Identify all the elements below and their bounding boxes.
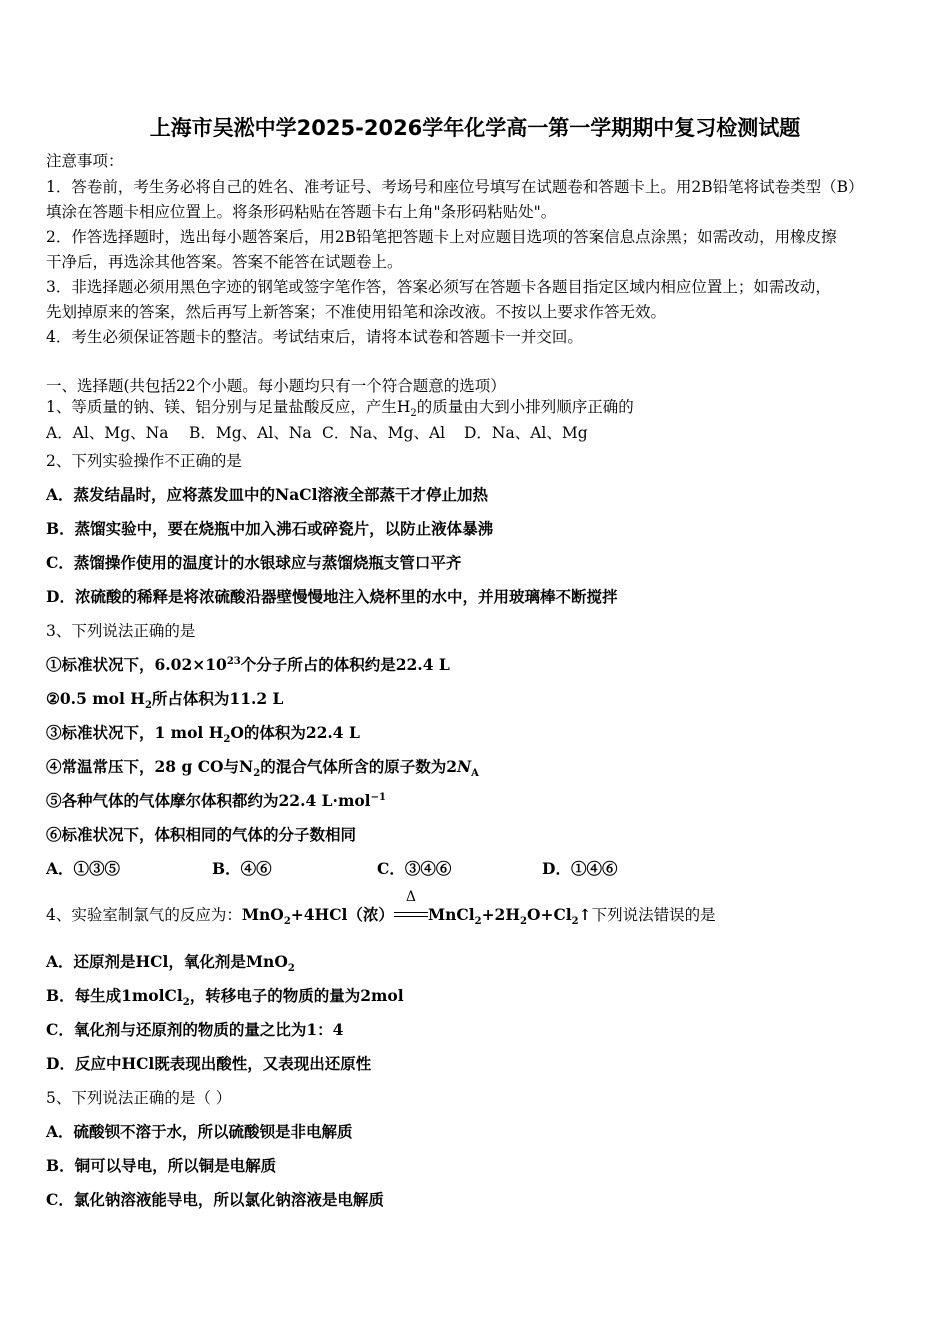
statement-4: ④常温常压下，28 g CO与$N_2$的混合气体所含的原子数为$2N_A$ bbox=[46, 757, 479, 780]
option-c: C．氯化钠溶液能导电，所以氯化钠溶液是电解质 bbox=[46, 1190, 384, 1209]
option-b: B．每生成1molCl$_2$，转移电子的物质的量为2mol bbox=[46, 986, 404, 1009]
notice-line: 先划掉原来的答案，然后再写上新答案；不准使用铅笔和涂改液。不按以上要求作答无效。 bbox=[46, 303, 667, 321]
question-1-options bbox=[46, 423, 588, 443]
option-b: B．Mg、Al、Na bbox=[189, 424, 312, 442]
option-d: D．反应中HCl既表现出酸性，又表现出还原性 bbox=[46, 1054, 372, 1073]
option-d: D．①④⑥ bbox=[542, 859, 618, 878]
statement-1: ①标准状况下，$6.02\times 10^{23}$个分子所占的体积约是22.4 L bbox=[46, 655, 450, 674]
question-4-stem: 4、实验室制氯气的反应为：MnO$_2$+4HCl（浓） Δ $MnCl_2+2H_2O+Cl_2↑$下列说法错误的是 bbox=[46, 889, 716, 928]
statement-6: ⑥标准状况下，体积相同的气体的分子数相同 bbox=[46, 825, 357, 844]
option-b: B．④⑥ bbox=[212, 859, 272, 878]
option-a: A．还原剂是HCl，氧化剂是MnO$_2$ bbox=[46, 952, 295, 975]
option-b: B．铜可以导电，所以铜是电解质 bbox=[46, 1156, 277, 1175]
notice-header: 注意事项： bbox=[46, 152, 124, 170]
statement-5: ⑤各种气体的气体摩尔体积都约为22.4 L·mol$^{-1}$ bbox=[46, 791, 386, 810]
option-a: A．硫酸钡不溶于水，所以硫酸钡是非电解质 bbox=[46, 1122, 353, 1141]
notice-line: 3．非选择题必须用黑色字迹的钢笔或签字笔作答，答案必须写在答题卡各题目指定区域内相应位置上；如需改动， bbox=[46, 278, 831, 296]
option-c: C．蒸馏操作使用的温度计的水银球应与蒸馏烧瓶支管口平齐 bbox=[46, 553, 462, 572]
notice-line: 2．作答选择题时，选出每小题答案后，用2B铅笔把答题卡上对应题目选项的答案信息点涂黑；如需改动，用橡皮擦 bbox=[46, 228, 837, 246]
option-c: C．Na、Mg、Al bbox=[322, 424, 446, 442]
question-1-stem: 1、等质量的钠、镁、铝分别与足量盐酸反应，产生$H_2$的质量由大到小排列顺序正确的 bbox=[46, 398, 634, 420]
notice-line: 干净后，再选涂其他答案。答案不能答在试题卷上。 bbox=[46, 253, 403, 271]
option-d: D．Na、Al、Mg bbox=[464, 424, 588, 442]
statement-2: ②0.5 mol $H_2$所占体积为11.2 L bbox=[46, 689, 284, 712]
option-c: C．③④⑥ bbox=[377, 859, 452, 878]
option-a: A．蒸发结晶时，应将蒸发皿中的NaCl溶液全部蒸干才停止加热 bbox=[46, 485, 488, 504]
option-d: D．浓硫酸的稀释是将浓硫酸沿器壁慢慢地注入烧杯里的水中，并用玻璃棒不断搅拌 bbox=[46, 587, 618, 606]
option-b: B．蒸馏实验中，要在烧瓶中加入沸石或碎瓷片，以防止液体暴沸 bbox=[46, 519, 494, 538]
question-5-stem: 5、下列说法正确的是（ ） bbox=[46, 1089, 232, 1107]
notice-line: 1．答卷前，考生务必将自己的姓名、准考证号、考场号和座位号填写在试题卷和答题卡上。用2B铅笔将试卷类型（B） bbox=[46, 178, 864, 196]
reaction-condition: Δ bbox=[394, 909, 428, 923]
question-2-stem: 2、下列实验操作不正确的是 bbox=[46, 452, 242, 470]
page-title: 上海市吴淞中学2025-2026学年化学高一第一学期期中复习检测试题 bbox=[149, 116, 801, 140]
question-3-stem: 3、下列说法正确的是 bbox=[46, 622, 196, 640]
notice-line: 填涂在答题卡相应位置上。将条形码粘贴在答题卡右上角"条形码粘贴处"。 bbox=[46, 203, 557, 221]
question-3-options bbox=[46, 859, 617, 879]
option-a: A．①③⑤ bbox=[46, 859, 121, 878]
option-a: A．Al、Mg、Na bbox=[46, 424, 169, 442]
reaction-equation: MnO$_2$+4HCl（浓） Δ $MnCl_2+2H_2O+Cl_2↑$ bbox=[241, 889, 592, 928]
option-c: C．氧化剂与还原剂的物质的量之比为1：4 bbox=[46, 1020, 344, 1039]
statement-3: ③标准状况下，1 mol $H_2O$的体积为22.4 L bbox=[46, 723, 360, 746]
section-heading: 一、选择题(共包括22个小题。每小题均只有一个符合题意的选项） bbox=[46, 377, 506, 395]
notice-line: 4．考生必须保证答题卡的整洁。考试结束后，请将本试卷和答题卡一并交回。 bbox=[46, 328, 583, 346]
